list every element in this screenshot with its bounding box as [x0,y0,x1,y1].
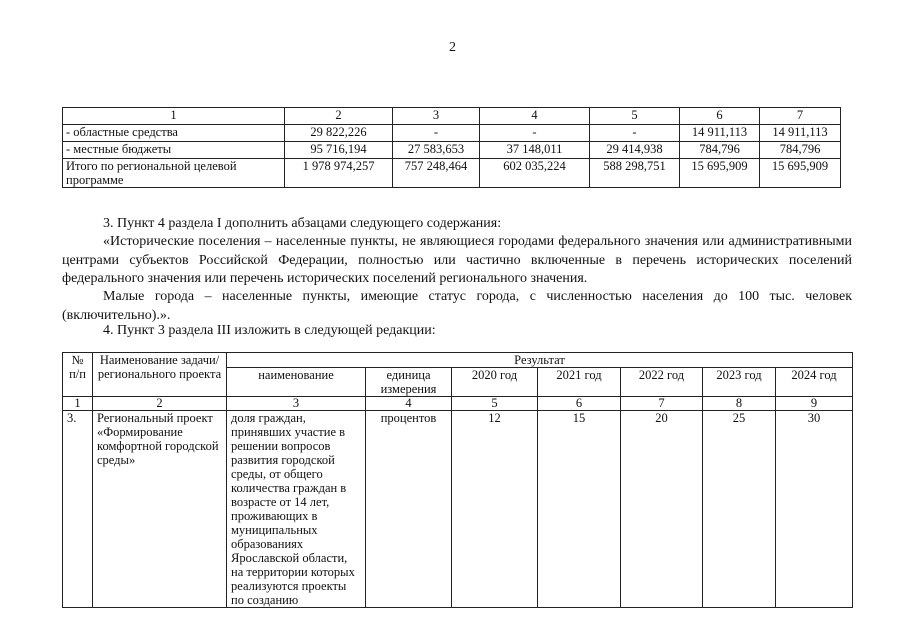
cell: 757 248,464 [393,159,480,188]
header-no: № п/п [63,353,93,397]
cell: 602 035,224 [480,159,590,188]
row-label: - местные бюджеты [63,142,285,159]
cell: 29 822,226 [285,125,393,142]
cell: 4 [366,397,452,411]
row-value: 15 [538,411,621,608]
paragraph: 3. Пункт 4 раздела I дополнить абзацами следующего содержания: [103,216,502,231]
funding-table [62,107,841,188]
row-value: 12 [452,411,538,608]
row-name: доля граждан, принявших участие в решении вопросов развития городской среды, от общего количества граждан в возрасте от 14 лет, проживающих в муниципальных образованиях Ярославской области, на территории которых реализуются проекты по созданию [227,411,366,608]
cell: - [590,125,680,142]
cell: 2 [93,397,227,411]
paragraph: Малые города – населенные пункты, имеющие статус города, с численностью населения до 100 тыс. человек (включительно).». [62,289,852,323]
header-cell: 2 [285,108,393,125]
row-value: 20 [621,411,703,608]
cell: 6 [538,397,621,411]
header-year: 2021 год [538,368,621,397]
table-header-row [63,108,841,125]
row-value: 25 [703,411,776,608]
cell: 1 978 974,257 [285,159,393,188]
cell: 37 148,011 [480,142,590,159]
cell: 588 298,751 [590,159,680,188]
header-cell: 3 [393,108,480,125]
cell: 5 [452,397,538,411]
header-year: 2023 год [703,368,776,397]
row-task: Региональный проект «Формирование комфортной городской среды» [93,411,227,608]
row-value: 30 [776,411,853,608]
cell: - [393,125,480,142]
table-row [63,142,841,159]
cell: 14 911,113 [680,125,760,142]
row-unit: процентов [366,411,452,608]
cell: 15 695,909 [760,159,841,188]
cell: 9 [776,397,853,411]
page-number: 2 [449,40,456,55]
header-cell: 1 [63,108,285,125]
header-year: 2020 год [452,368,538,397]
row-no: 3. [63,411,93,608]
cell: 3 [227,397,366,411]
header-unit: единица измерения [366,368,452,397]
column-number-row [63,397,853,411]
table-row [63,125,841,142]
paragraph: 4. Пункт 3 раздела III изложить в следующей редакции: [103,323,436,338]
cell: 29 414,938 [590,142,680,159]
cell: 1 [63,397,93,411]
cell: 15 695,909 [680,159,760,188]
cell: - [480,125,590,142]
row-label: Итого по региональной целевой программе [63,159,285,188]
header-cell: 6 [680,108,760,125]
cell: 95 716,194 [285,142,393,159]
cell: 27 583,653 [393,142,480,159]
header-cell: 5 [590,108,680,125]
header-result: Результат [227,353,853,368]
header-cell: 7 [760,108,841,125]
results-table [62,352,853,608]
header-name: наименование [227,368,366,397]
row-label: - областные средства [63,125,285,142]
cell: 8 [703,397,776,411]
cell: 784,796 [760,142,841,159]
header-cell: 4 [480,108,590,125]
cell: 7 [621,397,703,411]
table-row [63,159,841,188]
paragraph: «Исторические поселения – населенные пункты, не являющиеся городами федерального значения или административными центрами субъектов Российской Федерации, полностью или частично включенные в перечень исторических поселений федерального значения или перечень исторических поселений регионального значения. [62,234,852,286]
cell: 14 911,113 [760,125,841,142]
header-task: Наименование задачи/ регионального проекта [93,353,227,397]
header-year: 2024 год [776,368,853,397]
table-row [63,411,853,608]
cell: 784,796 [680,142,760,159]
table-header-row [63,353,853,368]
header-year: 2022 год [621,368,703,397]
